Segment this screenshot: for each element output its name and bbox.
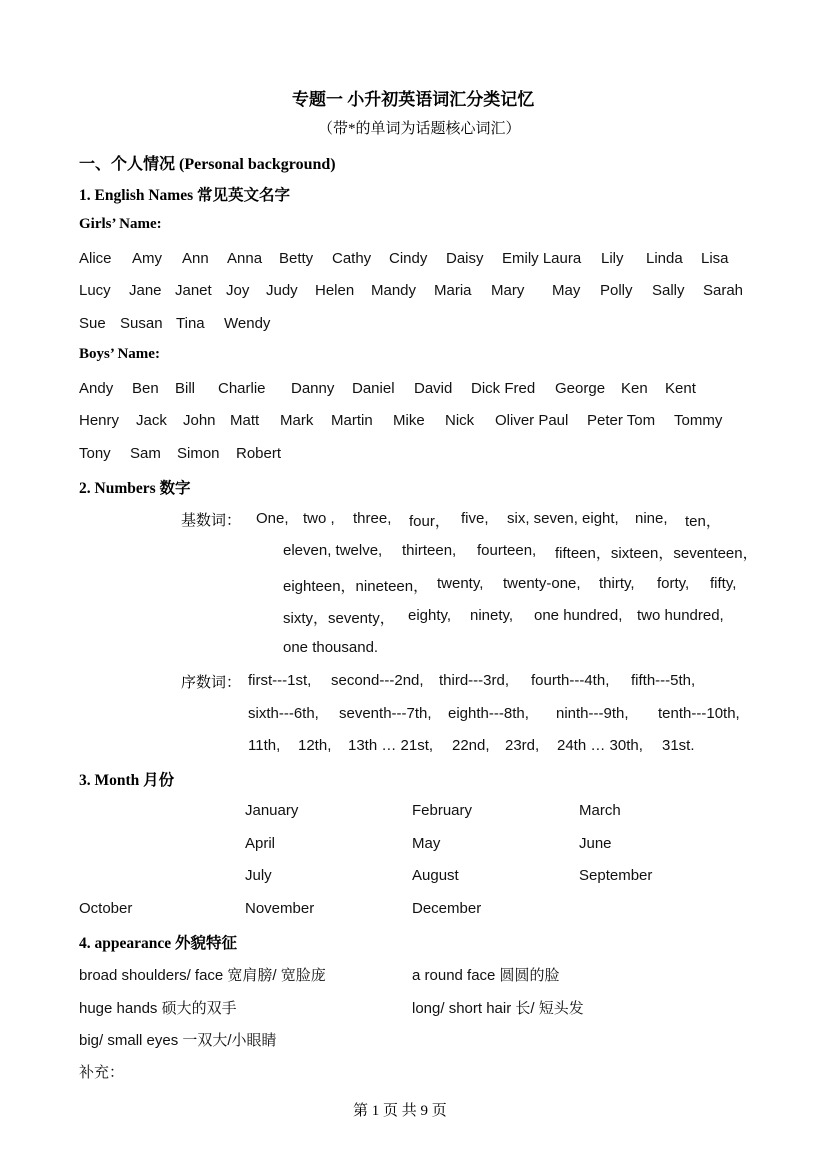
word: sixth---6th,: [248, 705, 319, 722]
heading-month: 3. Month 月份: [79, 772, 175, 789]
word: six, seven, eight,: [507, 510, 619, 527]
word: Peter Tom: [587, 412, 656, 429]
girls-label: Girls’ Name:: [79, 216, 162, 232]
page-subtitle: （带*的单词为话题核心词汇）: [318, 121, 521, 137]
word: twenty-one,: [503, 575, 581, 592]
word: Sally: [652, 282, 685, 299]
word: 12th,: [298, 737, 332, 754]
month: February: [412, 802, 473, 819]
word: Tony: [79, 445, 111, 462]
word: Cathy: [332, 250, 372, 267]
word: Ken: [621, 380, 648, 397]
word: Bill: [175, 380, 196, 397]
word: Dick Fred: [471, 380, 536, 397]
word: two ,: [303, 510, 335, 527]
word: eighth---8th,: [448, 705, 529, 722]
month: September: [579, 867, 653, 884]
appearance-item: huge hands 硕大的双手: [79, 1000, 237, 1017]
month: April: [245, 835, 276, 852]
ordinal-label: 序数词：: [181, 675, 242, 691]
heading-numbers: 2. Numbers 数字: [79, 480, 191, 497]
cardinal-label: 基数词：: [181, 513, 242, 529]
month: August: [412, 867, 459, 884]
word: eighteen，nineteen，: [283, 578, 429, 595]
heading-appearance: 4. appearance 外貌特征: [79, 935, 238, 952]
word: Janet: [175, 282, 212, 299]
boys-label: Boys’ Name:: [79, 346, 160, 362]
month: January: [245, 802, 299, 819]
word: second---2nd,: [331, 672, 424, 689]
word: 22nd,: [452, 737, 490, 754]
word: Andy: [79, 380, 114, 397]
word: Simon: [177, 445, 220, 462]
appearance-item: a round face 圆圆的脸: [412, 967, 560, 984]
word: Daisy: [446, 250, 484, 267]
word: May: [552, 282, 581, 299]
word: fifty,: [710, 575, 737, 592]
word: Daniel: [352, 380, 395, 397]
word: sixty，seventy，: [283, 610, 395, 627]
word: Anna: [227, 250, 263, 267]
word: seventh---7th,: [339, 705, 432, 722]
word: Susan: [120, 315, 163, 332]
word: three,: [353, 510, 392, 527]
word: eighty,: [408, 607, 452, 624]
word: Joy: [226, 282, 250, 299]
word: Robert: [236, 445, 282, 462]
word: Danny: [291, 380, 335, 397]
word: Nick: [445, 412, 475, 429]
word: Jane: [129, 282, 162, 299]
word: David: [414, 380, 453, 397]
word: John: [183, 412, 216, 429]
word: Ben: [132, 380, 159, 397]
word: Lucy: [79, 282, 111, 299]
word: Emily Laura: [502, 250, 582, 267]
word: thirty,: [599, 575, 635, 592]
word: Martin: [331, 412, 373, 429]
word: Lily: [601, 250, 624, 267]
word: 24th … 30th,: [557, 737, 643, 754]
word: two hundred,: [637, 607, 724, 624]
word: Amy: [132, 250, 162, 267]
word: Lisa: [701, 250, 729, 267]
word: Tommy: [674, 412, 723, 429]
word: 23rd,: [505, 737, 540, 754]
word: tenth---10th,: [658, 705, 740, 722]
word: Ann: [182, 250, 209, 267]
word: Sarah: [703, 282, 744, 299]
appearance-item: big/ small eyes 一双大/小眼睛: [79, 1032, 277, 1049]
word: One,: [256, 510, 289, 527]
word: Sam: [130, 445, 161, 462]
word: Wendy: [224, 315, 271, 332]
word: Tina: [176, 315, 205, 332]
page-title: 专题一 小升初英语词汇分类记忆: [292, 90, 535, 109]
section-heading-personal: 一、个人情况 (Personal background): [79, 156, 336, 173]
month: March: [579, 802, 621, 819]
word: one thousand.: [283, 639, 379, 656]
word: ninth---9th,: [556, 705, 629, 722]
word: ten，: [685, 513, 721, 530]
supplement-label: 补充：: [79, 1064, 125, 1081]
word: Kent: [665, 380, 696, 397]
month: June: [579, 835, 612, 852]
word: Polly: [600, 282, 633, 299]
word: 31st.: [662, 737, 695, 754]
word: twenty,: [437, 575, 484, 592]
word: nine,: [635, 510, 668, 527]
month: July: [245, 867, 272, 884]
word: eleven, twelve,: [283, 542, 383, 559]
word: Mike: [393, 412, 425, 429]
word: Betty: [279, 250, 314, 267]
word: Mark: [280, 412, 314, 429]
word: fifth---5th,: [631, 672, 696, 689]
word: third---3rd,: [439, 672, 510, 689]
month: December: [412, 900, 482, 917]
heading-english-names: 1. English Names 常见英文名字: [79, 187, 290, 204]
appearance-item: broad shoulders/ face 宽肩膀/ 宽脸庞: [79, 967, 326, 984]
word: fourth---4th,: [531, 672, 610, 689]
word: 11th,: [248, 737, 281, 754]
word: fifteen，sixteen，seventeen，: [555, 545, 758, 562]
word: Mandy: [371, 282, 417, 299]
word: Judy: [266, 282, 298, 299]
page-footer: 第 1 页 共 9 页: [353, 1103, 447, 1119]
word: Maria: [434, 282, 472, 299]
word: Cindy: [389, 250, 428, 267]
word: one hundred,: [534, 607, 623, 624]
month: October: [79, 900, 133, 917]
word: thirteen,: [402, 542, 457, 559]
word: forty,: [657, 575, 690, 592]
word: Sue: [79, 315, 106, 332]
word: Jack: [136, 412, 167, 429]
word: Matt: [230, 412, 260, 429]
word: first---1st,: [248, 672, 312, 689]
word: 13th … 21st,: [348, 737, 434, 754]
month: May: [412, 835, 441, 852]
appearance-item: long/ short hair 长/ 短头发: [412, 1000, 584, 1017]
word: five,: [461, 510, 489, 527]
word: George: [555, 380, 606, 397]
word: Henry: [79, 412, 120, 429]
word: Charlie: [218, 380, 266, 397]
word: Helen: [315, 282, 355, 299]
month: November: [245, 900, 315, 917]
word: Alice: [79, 250, 112, 267]
word: Oliver Paul: [495, 412, 569, 429]
word: fourteen,: [477, 542, 537, 559]
word: Mary: [491, 282, 525, 299]
word: Linda: [646, 250, 683, 267]
word: ninety,: [470, 607, 514, 624]
word: four，: [409, 513, 450, 530]
